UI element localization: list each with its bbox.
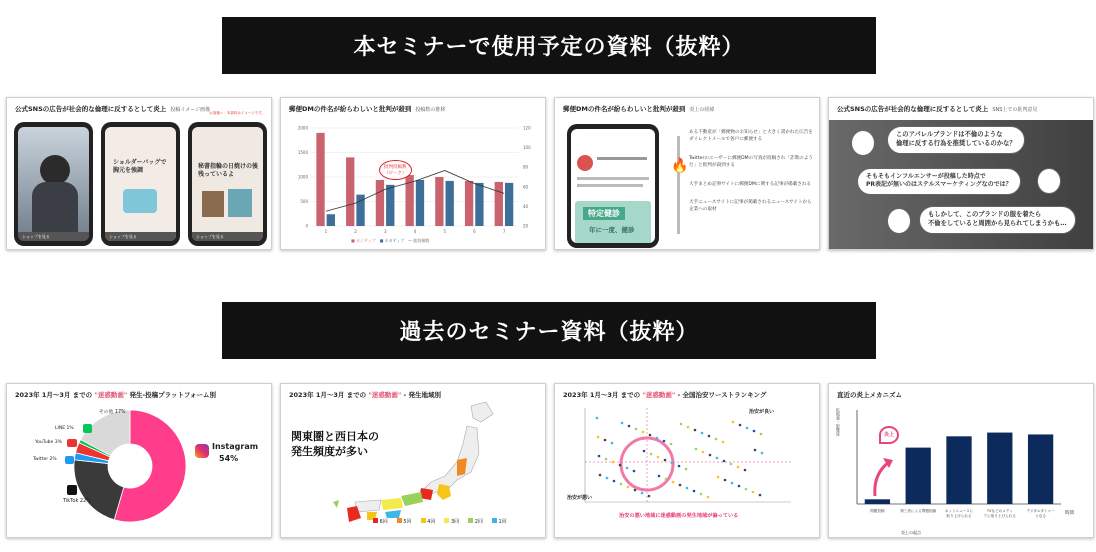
person-face-icon	[851, 130, 875, 156]
scatter-point	[744, 469, 747, 472]
person-head	[40, 155, 70, 185]
tiktok-label: TikTok 22%	[63, 498, 92, 504]
tweet-text	[577, 177, 649, 180]
x-axis-label: 時間	[1065, 511, 1074, 516]
scatter-point	[687, 426, 690, 429]
scatter-point	[612, 461, 615, 464]
legend-item: ■ ポジティブ	[351, 238, 376, 243]
timeline-item: Twitterのユーザーに郵便DMの写真が投稿され「詐欺のようだ」と批判が殺到する	[689, 155, 813, 168]
line-icon	[83, 424, 92, 433]
slide-title: 2023年 1月～3月	[289, 391, 345, 399]
comment-bubble-2: そもそもインフルエンサーが投稿した時点で PR表記が無いのはステルスマーケティングなのでは？	[857, 168, 1021, 195]
scatter-point	[643, 450, 646, 453]
chart-legend	[351, 238, 429, 244]
bar	[946, 436, 971, 504]
y2-tick-label: 20	[523, 223, 529, 229]
bag-image	[228, 189, 252, 217]
scatter-point	[627, 486, 630, 489]
bar	[865, 499, 890, 504]
scatter-point	[665, 478, 668, 481]
map-legend	[373, 518, 507, 525]
scatter-point	[658, 475, 661, 478]
scatter-point	[685, 468, 688, 471]
scatter-point	[738, 485, 741, 488]
legend-item: 4回	[421, 518, 436, 525]
phone-mockup-3	[188, 122, 267, 246]
y2-tick-label: 100	[523, 145, 531, 151]
twitter-label: Twitter 2%	[33, 457, 57, 462]
scatter-point	[670, 443, 673, 446]
flame-icon: 🔥	[671, 158, 689, 174]
bar	[987, 433, 1012, 504]
scatter-point	[680, 423, 683, 426]
bar	[316, 133, 324, 226]
slide-title: 公式SNSの広告が社会的な倫理に反するとして炎上	[837, 105, 989, 113]
tweet-text	[577, 184, 643, 187]
timeline-line	[677, 136, 680, 234]
instagram-icon	[195, 444, 209, 458]
scatter-point	[759, 494, 762, 497]
scatter-point	[619, 464, 622, 467]
flame-badge: 炎上	[879, 426, 899, 444]
scatter-point	[730, 463, 733, 466]
slide-title: 郵便DMの件名が紛らわしいと批判が殺到	[289, 105, 412, 113]
scatter-point	[694, 429, 697, 432]
scatter-caption: 治安の悪い地域に迷惑動画の発生地域が偏っている	[619, 513, 739, 519]
scatter-point	[732, 421, 735, 424]
scatter-point	[648, 495, 651, 498]
scatter-point	[621, 422, 624, 425]
scatter-point	[649, 434, 652, 437]
slide-sns-criticism	[828, 97, 1094, 250]
scatter-point	[679, 484, 682, 487]
twitter-icon	[65, 456, 74, 464]
slide-subtitle: 炎上の経緯	[689, 107, 715, 113]
legend-item: 1回	[492, 518, 507, 525]
x-tick-label: 5	[443, 229, 446, 234]
scatter-point	[717, 476, 720, 479]
y-tick-label: 2000	[297, 125, 308, 131]
legend-item: ― 総投稿数	[408, 238, 430, 243]
bar	[435, 177, 443, 226]
slide-title: 公式SNSの広告が社会的な倫理に反するとして炎上	[15, 105, 167, 113]
scatter-point	[746, 427, 749, 430]
bar	[495, 182, 503, 226]
x-tick-label: 6	[473, 229, 476, 234]
timeline-list	[689, 130, 815, 214]
slide-title: 郵便DMの件名が紛らわしいと批判が殺到	[563, 105, 686, 113]
scatter-point	[611, 442, 614, 445]
bar-line-chart	[281, 98, 546, 250]
peak-annotation: 批判投稿数 （ピーク）	[379, 160, 412, 180]
x-tick-label: 第三者による問題指摘	[900, 509, 937, 513]
dm-sticker: 特定健診	[583, 207, 625, 220]
timeline-item: ある不動産が「郵便物のお知らせ」と大きく書かれた広告をダイレクトメールで各戸に郵便する	[689, 130, 813, 142]
bar	[346, 157, 354, 226]
slide-safety-scatter: 2023年 1月～3月 までの "迷惑動画" - 全国治安ワーストランキング 治安が良い 治安が悪い 治安の悪い地域に迷惑動画の発生地域が偏っている	[554, 383, 820, 538]
scatter-point	[716, 457, 719, 460]
legend-item: 3回	[444, 518, 459, 525]
bar	[386, 185, 394, 226]
scatter-point	[707, 496, 710, 499]
youtube-icon	[67, 439, 77, 447]
x-tick-label: アに取り上げられる	[983, 514, 1016, 518]
x-tick-label: 問題投稿	[870, 509, 885, 513]
x-tick-label: 7	[502, 229, 506, 234]
y2-tick-label: 120	[523, 125, 531, 131]
comment-bubble-1: このアパレルブランドは不倫のような 倫理に反する行為を推奨しているのかな？	[887, 126, 1025, 154]
scatter-point	[752, 491, 755, 494]
slide-title: 2023年 1月～3月	[563, 391, 619, 399]
bag-image	[123, 189, 157, 213]
axis-label-top: 治安が良い	[749, 409, 775, 415]
scatter-point	[709, 454, 712, 457]
japan-map	[281, 384, 546, 538]
person-face-icon	[887, 208, 911, 234]
scatter-point	[708, 435, 711, 438]
scatter-point	[605, 458, 608, 461]
slide-subtitle: 投稿数の推移	[415, 107, 446, 113]
scatter-point	[761, 452, 764, 455]
scatter-point	[664, 459, 667, 462]
bar	[376, 180, 384, 226]
phone-mockup	[567, 124, 659, 248]
slide-dm-timeline	[554, 97, 820, 250]
bar	[1028, 434, 1053, 504]
x-tick-label: ネットニュースに	[944, 509, 974, 513]
slide-region-map: 2023年 1月～3月 までの "迷惑動画" - 発生地域別 関東圏と西日本の 発生頻度が多い 6回 5回 4回 3回 2回 1回	[280, 383, 546, 538]
x-tick-label: TVなどのメディ	[986, 509, 1013, 513]
dm-sticker-sub: 年に一度、健診	[589, 226, 635, 234]
scatter-point	[598, 455, 601, 458]
scatter-point	[628, 425, 631, 428]
x-tick-label: 3	[384, 229, 387, 234]
bar-chart	[829, 384, 1094, 538]
y2-tick-label: 40	[523, 203, 529, 209]
phone-mockup-2	[101, 122, 180, 246]
bar	[465, 181, 473, 226]
timeline-item: 大手まとめ記事サイトに郵便DMに関する記事が掲載される	[689, 181, 812, 187]
avatar	[577, 155, 593, 171]
scatter-point	[671, 462, 674, 465]
slide-note: お客様へ：本資料はイメージです。	[209, 111, 265, 115]
scatter-point	[634, 489, 637, 492]
scatter-point	[695, 448, 698, 451]
scatter-point	[715, 438, 718, 441]
bar	[906, 448, 931, 504]
bar	[505, 183, 513, 226]
x-tick-label: 4	[413, 229, 417, 234]
youtube-label: YouTube 3%	[35, 440, 62, 445]
scatter-point	[635, 428, 638, 431]
phone-mockup-1	[14, 122, 93, 246]
y-axis-label: 拡散量・影響度	[836, 408, 841, 436]
scatter-point	[686, 487, 689, 490]
scatter-point	[722, 441, 725, 444]
slide-flame-mechanism	[828, 383, 1094, 538]
y2-tick-label: 80	[523, 164, 529, 170]
x-tick-label: 1	[324, 229, 328, 234]
scatter-point	[663, 440, 666, 443]
scatter-point	[760, 433, 763, 436]
y2-tick-label: 60	[523, 184, 529, 190]
line-label: LINE 1%	[55, 426, 74, 431]
slide-title: 2023年 1月～3月	[15, 391, 71, 399]
legend-item: 2回	[468, 518, 483, 525]
bar	[475, 183, 483, 226]
scatter-point	[754, 449, 757, 452]
scatter-point	[599, 474, 602, 477]
scatter-point	[642, 431, 645, 434]
dm-photo	[575, 201, 651, 243]
slide-sns-ad-image	[6, 97, 272, 250]
scatter-point	[641, 492, 644, 495]
bar	[446, 181, 454, 226]
scatter-point	[672, 481, 675, 484]
scatter-point	[731, 482, 734, 485]
phone-caption: 秘書指輪の日焼けの後 残っているよ	[198, 163, 259, 178]
x-tick-label: 取り上げられる	[946, 514, 972, 518]
other-label: その他 17%	[99, 410, 126, 415]
person-body	[32, 182, 78, 238]
slide-platform-donut: 2023年 1月～3月 までの "迷惑動画" 発生-投稿プラットフォーム別 Instagram 54% TikTok 22% Twitter 2% YouTube 3% LINE 1% その他 17%	[6, 383, 272, 538]
bar	[416, 180, 424, 226]
legend-item: 5回	[397, 518, 412, 525]
scatter-point	[724, 479, 727, 482]
section-banner-upcoming: 本セミナーで使用予定の資料（抜粋）	[222, 17, 876, 74]
y-tick-label: 500	[300, 199, 308, 204]
y-tick-label: 1000	[297, 174, 308, 180]
scatter-point	[596, 417, 599, 420]
scatter-point	[678, 465, 681, 468]
scatter-point	[723, 460, 726, 463]
x-tick-label: デジタルタトゥー	[1026, 509, 1055, 513]
phone-caption: ショルダーバッグで 胸元を強調	[113, 159, 167, 174]
growth-arrow	[875, 462, 889, 496]
scatter-point	[693, 490, 696, 493]
scatter-point	[613, 480, 616, 483]
map-headline: 関東圏と西日本の 発生頻度が多い	[291, 430, 379, 458]
instagram-label: Instagram	[212, 442, 259, 451]
section-banner-past: 過去のセミナー資料（抜粋）	[222, 302, 876, 359]
y-tick-label: 1500	[297, 150, 308, 155]
scatter-point	[745, 488, 748, 491]
origin-label: 炎上の起点	[901, 530, 921, 535]
slide-title: 直近の炎上メカニズム	[837, 391, 902, 399]
pie-slice	[74, 460, 124, 520]
legend-item: 6回	[373, 518, 388, 525]
legend-item: ■ ネガティブ	[379, 238, 405, 243]
scatter-point	[753, 430, 756, 433]
scatter-point	[650, 453, 653, 456]
tweet-text	[597, 157, 647, 160]
tiktok-icon	[67, 485, 77, 495]
bar	[327, 214, 335, 226]
scatter-point	[656, 437, 659, 440]
scatter-point	[626, 467, 629, 470]
scatter-point	[633, 470, 636, 473]
scatter-point	[701, 432, 704, 435]
slide-dm-chart	[280, 97, 546, 250]
scatter-point	[737, 466, 740, 469]
person-face-icon	[1037, 168, 1061, 194]
comment-bubble-3: もしかして、このブランドの服を着たら 不倫をしていると周囲から見られてしまうかも…	[919, 206, 1076, 234]
scatter-point	[702, 451, 705, 454]
y-tick-label: 0	[305, 223, 308, 229]
scatter-point	[700, 493, 703, 496]
scatter-point	[620, 483, 623, 486]
scatter-point	[657, 456, 660, 459]
x-tick-label: 2	[354, 229, 357, 234]
scatter-point	[606, 477, 609, 480]
scatter-point	[739, 424, 742, 427]
x-tick-label: となる	[1035, 514, 1046, 518]
timeline-item: 大手ニュースサイトに記事が掲載されるニュースサイトから企業への取材	[689, 200, 812, 213]
axis-label-bottom: 治安が悪い	[567, 495, 593, 501]
scatter-point	[604, 439, 607, 442]
shop-bar: ショップを見る	[18, 232, 89, 241]
instagram-percent: 54%	[219, 454, 239, 463]
slide-subtitle: 投稿イメージ画像	[170, 107, 211, 113]
shop-bar: ショップを見る	[192, 232, 263, 241]
scatter-point	[597, 436, 600, 439]
slide-subtitle: SNS上での批判意見	[992, 107, 1038, 113]
bag-image	[202, 191, 224, 217]
shop-bar: ショップを見る	[105, 232, 176, 241]
